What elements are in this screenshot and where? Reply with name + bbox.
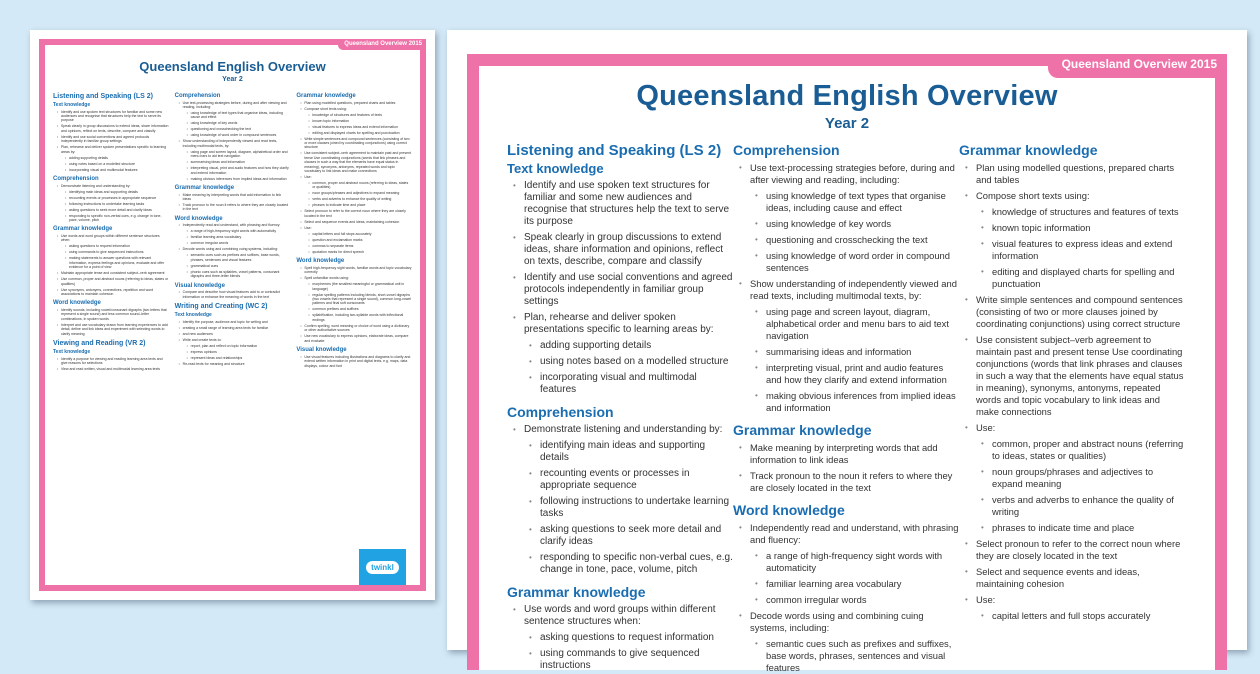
list-item: Spell unfamiliar words using: — [304, 276, 349, 281]
list-item: • Speak clearly in group discussions to extend ideas, share information and opinions, reflect on texts, describe, compare and classify — [57, 124, 169, 133]
list-item: Use text-processing strategies before, during and after viewing and reading, including: — [750, 162, 955, 185]
section-heading: Listening and Speaking (LS 2) — [53, 93, 153, 100]
list-item: • known topic information — [981, 222, 1185, 234]
page-frame — [39, 39, 426, 591]
list-item: • capital letters and full stops accurately — [308, 232, 412, 236]
list-item: • noun groups/phrases and adjectives to expand meaning — [981, 466, 1185, 490]
list-item: Use words and word groups within different sentence structures when: — [61, 234, 160, 243]
page-subtitle: Year 2 — [824, 115, 870, 132]
list-item: • using knowledge of key words — [755, 218, 959, 230]
list-item: • Use consistent subject–verb agreement to maintain past and present tense Use coordinating conjunctions (words that link phrases and clauses in such a way that the elements have equal status in meaning), synonyms, antonyms, repeated words and topic vocabulary to link ideas and make connections — [965, 334, 1185, 418]
section-heading: Comprehension — [174, 93, 221, 99]
page-title: Queensland English Overview — [139, 59, 326, 74]
list-item: • Plan using modelled questions, prepared charts and tables — [965, 162, 1185, 186]
list-item: • using knowledge of key words — [187, 121, 291, 125]
section-heading: Grammar knowledge — [296, 93, 356, 99]
list-item: • visual features to express ideas and extend information — [308, 125, 412, 129]
subsection-heading: Text knowledge — [53, 349, 91, 356]
section-heading: Visual knowledge — [296, 347, 347, 354]
column-2 — [733, 142, 959, 674]
list-item: • familiar learning area vocabulary — [755, 578, 959, 590]
list-item: Use: — [304, 175, 312, 180]
list-item: • asking questions to seek more detail and clarify ideas — [529, 524, 733, 548]
list-item: • following instructions to undertake learning tasks — [529, 496, 733, 520]
section-heading: Word knowledge — [733, 502, 845, 518]
subsection-heading: Text knowledge — [53, 102, 91, 108]
list-item: • Use common, proper and abstract nouns (referring to ideas, states or qualities) — [57, 277, 169, 286]
list-item: • morphemes (the smallest meaningful or grammatical unit in language) — [308, 282, 412, 291]
list-item: • Maintain appropriate tense and consistent subject–verb agreement — [57, 271, 169, 275]
header-tab: Queensland Overview 2015 — [338, 39, 426, 50]
list-item: • phrases to indicate time and place — [981, 522, 1185, 534]
list-item: • Make meaning by interpreting words that add information to link ideas — [739, 442, 959, 466]
list-item: • using page and screen layout, diagram, alphabetical order and menu bars to aid text navigation — [187, 150, 291, 159]
list-item: Decode words using and combining cuing systems, including: — [750, 610, 924, 633]
column-3 — [959, 142, 1185, 674]
list-item: • using knowledge of word order in compound sentences — [755, 250, 959, 274]
list-item: • using page and screen layout, diagram, alphabetical order and menu bars to aid text navigation — [755, 306, 959, 342]
section-heading: Visual knowledge — [174, 282, 225, 289]
section-heading: Comprehension — [53, 176, 99, 183]
list-item: Independently read and understand, with phrasing and fluency: — [182, 223, 281, 228]
list-item: • syllabification, including two-syllable words with inflectional endings — [308, 313, 412, 322]
section-heading: Grammar knowledge — [174, 185, 235, 192]
list-item: • and new audiences — [179, 332, 291, 336]
list-item: • express opinions — [187, 350, 291, 354]
list-item: • using commands to give sequenced instructions — [529, 648, 733, 672]
list-item: • Select and sequence events and ideas, maintaining cohesion — [300, 220, 412, 224]
section-heading: Viewing and Reading (VR 2) — [53, 340, 146, 348]
list-item: • known topic information — [308, 119, 412, 123]
list-item: • incorporating visual and multimodal features — [529, 372, 733, 396]
list-item: • Confirm spelling, word meaning or choice of word using a dictionary or other authoritative sources — [300, 324, 412, 333]
list-item: • knowledge of structures and features of texts — [981, 206, 1185, 218]
list-item: • Spell high-frequency sight words, familiar words and topic vocabulary correctly — [300, 266, 412, 275]
list-item: • asking questions to request information — [65, 244, 169, 248]
list-item: • identifying main ideas and supporting details — [65, 190, 169, 194]
list-item: • following instructions to undertake learning tasks — [65, 202, 169, 206]
section-heading: Word knowledge — [53, 300, 101, 307]
section-heading: Writing and Creating (WC 2) — [174, 303, 268, 311]
twinkl-logo — [359, 549, 406, 585]
list-item: • questioning and crosschecking the text — [187, 127, 291, 131]
list-item: • capital letters and full stops accurately — [981, 610, 1185, 622]
list-item: • Write simple sentences and compound sentences (consisting of two or more clauses joined by coordinating conjunctions) using correct structure — [300, 137, 412, 150]
list-item: • interpreting visual, print and audio features and how they clarify and extend information — [187, 166, 291, 175]
list-item: • Identify and use social conventions and agreed protocols independently in familiar group settings — [57, 135, 169, 144]
list-item: • interpreting visual, print and audio features and how they clarify and extend information — [755, 362, 959, 386]
list-item: • Track pronoun to the noun it refers to where they are closely located in the text — [179, 203, 291, 212]
section-heading: Grammar knowledge — [507, 584, 646, 600]
list-item: • using commands to give sequenced instructions — [65, 250, 169, 254]
list-item: • question and exclamation marks — [308, 238, 412, 242]
section-heading: Word knowledge — [174, 215, 223, 222]
list-item: • responding to specific non-verbal cues, e.g. change in tone, pace, volume, pitch — [65, 214, 169, 223]
list-item: • verbs and adverbs to enhance the quality of writing — [308, 197, 412, 201]
list-item: • Identify and use spoken text structures for familiar and some new audiences and recognise that structures help the text to serve its purpose — [513, 180, 733, 228]
list-item: • using knowledge of text types that organise ideas, including cause and effect — [755, 190, 959, 214]
list-item: • common prefixes and suffixes — [308, 307, 412, 311]
list-item: • Speak clearly in group discussions to extend ideas, share information and opinions, reflect on texts, describe, compare and classify — [513, 232, 733, 268]
list-item: • asking questions to seek more detail and clarify ideas — [65, 208, 169, 212]
list-item: • identifying main ideas and supporting details — [529, 440, 733, 464]
list-item: • Track pronoun to the noun it refers to where they are closely located in the text — [739, 470, 959, 494]
list-item: • using knowledge of text types that organise ideas, including cause and effect — [187, 111, 291, 120]
section-heading: Comprehension — [507, 404, 614, 420]
list-item: Independently read and understand, with phrasing and fluency: — [750, 522, 959, 545]
list-item: • verbs and adverbs to enhance the quality of writing — [981, 494, 1185, 518]
list-item: • semantic cues such as prefixes and suffixes, base words, phrases, sentences and visual features — [755, 638, 959, 674]
list-item: • Identify the purpose, audience and topic for writing and — [179, 320, 291, 324]
list-item: • adding supporting details — [65, 156, 169, 160]
list-item: • making statements to answer questions with relevant information, express feelings and opinions, evaluate and offer evidence for a point of view — [65, 256, 169, 269]
list-item: • phrases to indicate time and place — [308, 203, 412, 207]
list-item: Use text-processing strategies before, during and after viewing and reading, including: — [182, 100, 287, 109]
list-item: • a range of high-frequency sight words with automaticity — [755, 550, 959, 574]
list-item: • visual features to express ideas and extend information — [981, 238, 1185, 262]
list-item: Plan, rehearse and deliver spoken presentations specific to learning areas by: — [61, 145, 167, 154]
list-item: Show understanding of independently viewed and read texts, including multimodal texts, by: — [750, 278, 957, 301]
list-item: • making obvious inferences from implied ideas and information — [755, 390, 959, 414]
column-1 — [507, 142, 733, 674]
list-item: • adding supporting details — [529, 340, 733, 352]
list-item: • Compare and describe how visual features add to or contradict information or enhance the meaning of words in the text — [179, 290, 291, 299]
list-item: • familiar learning area vocabulary — [187, 235, 291, 239]
list-item: • quotation marks for direct speech — [308, 250, 412, 254]
list-item: • common irregular words — [755, 594, 959, 606]
zoomed-page — [447, 30, 1247, 673]
list-item: • recounting events or processes in appropriate sequence — [529, 468, 733, 492]
page-title: Queensland English Overview — [636, 80, 1058, 112]
subsection-heading: Text knowledge — [174, 312, 212, 319]
column-3 — [296, 89, 412, 372]
list-item: • creating a small range of learning area texts for familiar — [179, 326, 291, 330]
list-item: • Use consistent subject–verb agreement to maintain past and present tense Use coordinating conjunctions (words that link phrases and clauses in such a way that the elements have equal status in meaning), synonyms, antonyms, repeated words and topic vocabulary to link ideas and make connections — [300, 151, 412, 173]
section-heading: Listening and Speaking (LS 2) — [507, 142, 722, 159]
list-item: • common, proper and abstract nouns (referring to ideas, states or qualities) — [308, 181, 412, 190]
list-item: Use: — [976, 422, 996, 433]
list-item: • semantic cues such as prefixes and suffixes, base words, phrases, sentences and visual features — [187, 253, 291, 262]
section-heading: Grammar knowledge — [959, 142, 1098, 158]
subsection-heading: Text knowledge — [507, 161, 604, 176]
page-subtitle: Year 2 — [222, 76, 243, 83]
list-item: • commas to separate items — [308, 244, 412, 248]
list-item: • questioning and crosschecking the text — [755, 234, 959, 246]
list-item: Use words and word groups within different sentence structures when: — [524, 604, 716, 627]
list-item: • editing and displayed charts for spelling and punctuation — [308, 131, 412, 135]
list-item: • Re-read texts for meaning and structure — [179, 362, 291, 366]
thumbnail-page[interactable] — [30, 30, 435, 600]
list-item: • View and read written, visual and multimodal learning area texts — [57, 367, 169, 371]
list-item: • knowledge of structures and features of texts — [308, 113, 412, 117]
list-item: • using notes based on a modelled structure — [65, 162, 169, 166]
list-item: • asking questions to request information — [529, 632, 733, 644]
list-item: Plan, rehearse and deliver spoken presentations specific to learning areas by: — [524, 312, 714, 335]
logo-text: twinkl — [366, 561, 399, 574]
list-item: • Write simple sentences and compound sentences (consisting of two or more clauses joined by coordinating conjunctions) using correct structure — [965, 294, 1185, 330]
list-item: • Use new vocabulary to express opinions, elaborate ideas, compare and evaluate — [300, 334, 412, 343]
list-item: Use: — [976, 594, 996, 605]
list-item: • Select and sequence events and ideas, maintaining cohesion — [965, 566, 1185, 590]
list-item: • regular spelling patterns including blends, short-vowel digraphs (two vowels that represent a single sound), common long-vowel patterns and final soft consonants — [308, 293, 412, 306]
list-item: • phonic cues such as syllables, vowel patterns, consonant digraphs and three-letter blends — [187, 270, 291, 279]
list-item: Demonstrate listening and understanding by: — [524, 424, 723, 435]
list-item: • editing and displayed charts for spelling and punctuation — [981, 266, 1185, 290]
list-item: • Use synonyms, antonyms, connectives, repetition and word associations to maintain cohesion — [57, 288, 169, 297]
list-item: • Use visual features including illustrations and diagrams to clarify and extend written information in print and digital texts, e.g. maps, data displays, colour and font — [300, 355, 412, 368]
list-item: • responding to specific non-verbal cues, e.g. change in tone, pace, volume, pitch — [529, 552, 733, 576]
list-item: • Make meaning by interpreting words that add information to link ideas — [179, 193, 291, 202]
column-1 — [53, 89, 169, 372]
list-item: • report, plan and reflect on topic information — [187, 344, 291, 348]
list-item: Compose short texts using: — [976, 190, 1090, 201]
list-item: Decode words using and combining cuing systems, including: — [182, 247, 279, 252]
column-2 — [175, 89, 291, 372]
list-item: • common, proper and abstract nouns (referring to ideas, states or qualities) — [981, 438, 1185, 462]
list-item: • summarising ideas and information — [755, 346, 959, 358]
list-item: • grammatical cues — [187, 264, 291, 268]
list-item: • incorporating visual and multimodal features — [65, 168, 169, 172]
list-item: • represent ideas and relationships — [187, 356, 291, 360]
list-item: • a range of high-frequency sight words with automaticity — [187, 229, 291, 233]
list-item: Use: — [304, 225, 312, 230]
section-heading: Word knowledge — [296, 258, 345, 265]
list-item: • using knowledge of word order in compound sentences — [187, 133, 291, 137]
list-item: • making obvious inferences from implied ideas and information — [187, 177, 291, 181]
section-heading: Grammar knowledge — [733, 422, 872, 438]
list-item: Compose short texts using: — [304, 106, 347, 111]
list-item: • Select pronoun to refer to the correct noun where they are closely located in the text — [300, 209, 412, 218]
list-item: • using notes based on a modelled structure — [529, 356, 733, 368]
list-item: • Identify and use social conventions and agreed protocols independently in familiar group settings — [513, 272, 733, 308]
list-item: • summarising ideas and information — [187, 160, 291, 164]
list-item: • Identify and use spoken text structures for familiar and some new audiences and recognise that structures help the text to serve its purpose — [57, 110, 169, 123]
list-item: • Interpret and use vocabulary drawn from learning experiences to add detail, define and link ideas and experiment with selecting words to clarify meaning — [57, 323, 169, 336]
page-frame — [467, 54, 1227, 673]
list-item: • Plan using modelled questions, prepared charts and tables — [300, 101, 412, 105]
list-item: Demonstrate listening and understanding by: — [61, 183, 131, 188]
list-item: • Select pronoun to refer to the correct noun where they are closely located in the text — [965, 538, 1185, 562]
list-item: Show understanding of independently viewed and read texts, including multimodal texts, by: — [182, 139, 278, 148]
list-item: • recounting events or processes in appropriate sequence — [65, 196, 169, 200]
list-item: • Identify sounds, including vowel/consonant digraphs (two letters that represent a single sound) and less common sound–letter combinations, in spoken words — [57, 308, 169, 321]
list-item: • common irregular words — [187, 241, 291, 245]
section-heading: Grammar knowledge — [53, 226, 113, 233]
list-item: Write and create texts to: — [182, 337, 222, 342]
section-heading: Comprehension — [733, 142, 840, 158]
list-item: • noun groups/phrases and adjectives to expand meaning — [308, 191, 412, 195]
header-tab: Queensland Overview 2015 — [1048, 54, 1227, 78]
list-item: • Identify a purpose for viewing and reading learning area texts and give reasons for selections — [57, 357, 169, 366]
